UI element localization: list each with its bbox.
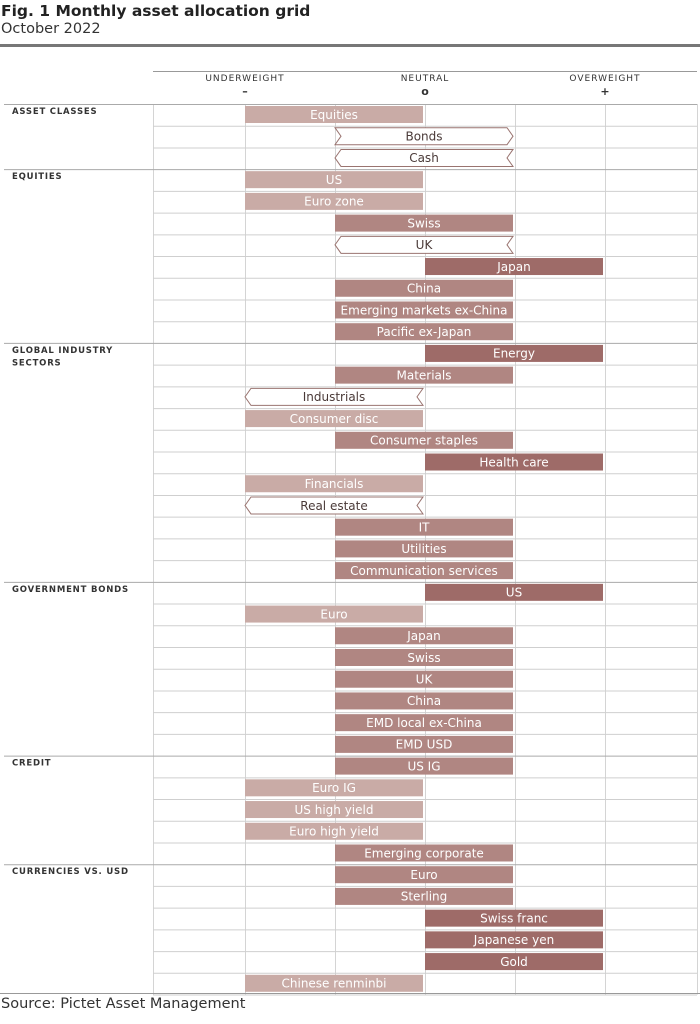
bar-label-consumer-disc: Consumer disc xyxy=(289,411,379,426)
section-label: CREDIT xyxy=(12,758,52,769)
bar-label-swiss: Swiss xyxy=(407,650,441,665)
bar-label-japan: Japan xyxy=(407,629,441,644)
bar-label-china: China xyxy=(406,281,442,296)
bar-label-energy: Energy xyxy=(492,346,536,361)
bar-label-real-estate: Real estate xyxy=(300,498,368,513)
bar-label-swiss: Swiss xyxy=(407,216,441,231)
section-label: ASSET CLASSES xyxy=(12,107,98,117)
bar-label-us-high-yield: US high yield xyxy=(294,802,374,817)
bar-label-japanese-yen: Japanese yen xyxy=(473,933,555,948)
bar-label-swiss-franc: Swiss franc xyxy=(480,911,548,926)
bar-label-emd-usd: EMD USD xyxy=(395,737,453,752)
bar-label-it: IT xyxy=(418,520,430,535)
header-underweight: UNDERWEIGHT xyxy=(205,74,285,84)
header-symbol-overweight: + xyxy=(600,85,610,98)
chart-source: Source: Pictet Asset Management xyxy=(1,996,246,1012)
bar-label-emerging-markets-ex-china: Emerging markets ex-China xyxy=(340,303,508,318)
bar-label-sterling: Sterling xyxy=(400,889,448,904)
chart-subtitle: October 2022 xyxy=(1,21,101,37)
bar-label-gold: Gold xyxy=(500,954,528,969)
bar-label-euro: Euro xyxy=(320,607,348,622)
bar-label-consumer-staples: Consumer staples xyxy=(370,433,478,448)
bar-label-communication-services: Communication services xyxy=(350,563,498,578)
bar-label-cash: Cash xyxy=(409,151,439,166)
bar-label-euro-ig: Euro IG xyxy=(312,781,356,796)
bar-label-utilities: Utilities xyxy=(401,542,447,557)
section-label: SECTORS xyxy=(12,358,62,369)
bar-label-financials: Financials xyxy=(304,477,364,492)
header-neutral: NEUTRAL xyxy=(400,74,450,84)
chart-title: Fig. 1 Monthly asset allocation grid xyxy=(1,2,311,20)
bar-label-us: US xyxy=(505,585,523,600)
bar-label-uk: UK xyxy=(415,672,433,687)
bar-label-us-ig: US IG xyxy=(407,759,441,774)
header-symbol-underweight: – xyxy=(242,85,248,98)
section-label: GOVERNMENT BONDS xyxy=(12,584,129,595)
bottom-rule xyxy=(0,993,700,994)
bar-label-equities: Equities xyxy=(310,107,358,122)
bar-label-chinese-renminbi: Chinese renminbi xyxy=(281,976,387,991)
section-label: GLOBAL INDUSTRY xyxy=(12,345,114,356)
bar-label-euro: Euro xyxy=(410,868,438,882)
bar-label-euro-zone: Euro zone xyxy=(304,194,364,209)
bar-label-industrials: Industrials xyxy=(302,390,366,405)
bar-label-bonds: Bonds xyxy=(405,129,443,144)
bar-label-japan: Japan xyxy=(497,259,531,274)
bar-label-emerging-corporate: Emerging corporate xyxy=(364,846,484,861)
section-label: EQUITIES xyxy=(12,172,63,183)
bar-label-health-care: Health care xyxy=(479,455,549,470)
bar-label-euro-high-yield: Euro high yield xyxy=(289,824,379,839)
header-overweight: OVERWEIGHT xyxy=(569,74,641,84)
bar-label-uk: UK xyxy=(415,238,433,253)
bar-label-us: US xyxy=(325,172,343,187)
bar-label-emd-local-ex-china: EMD local ex-China xyxy=(366,715,482,730)
bar-label-pacific-ex-japan: Pacific ex-Japan xyxy=(376,325,472,339)
section-label: CURRENCIES VS. USD xyxy=(12,867,129,878)
bar-label-materials: Materials xyxy=(396,368,452,383)
header-symbol-neutral: o xyxy=(421,85,429,98)
bar-label-china: China xyxy=(406,694,442,709)
